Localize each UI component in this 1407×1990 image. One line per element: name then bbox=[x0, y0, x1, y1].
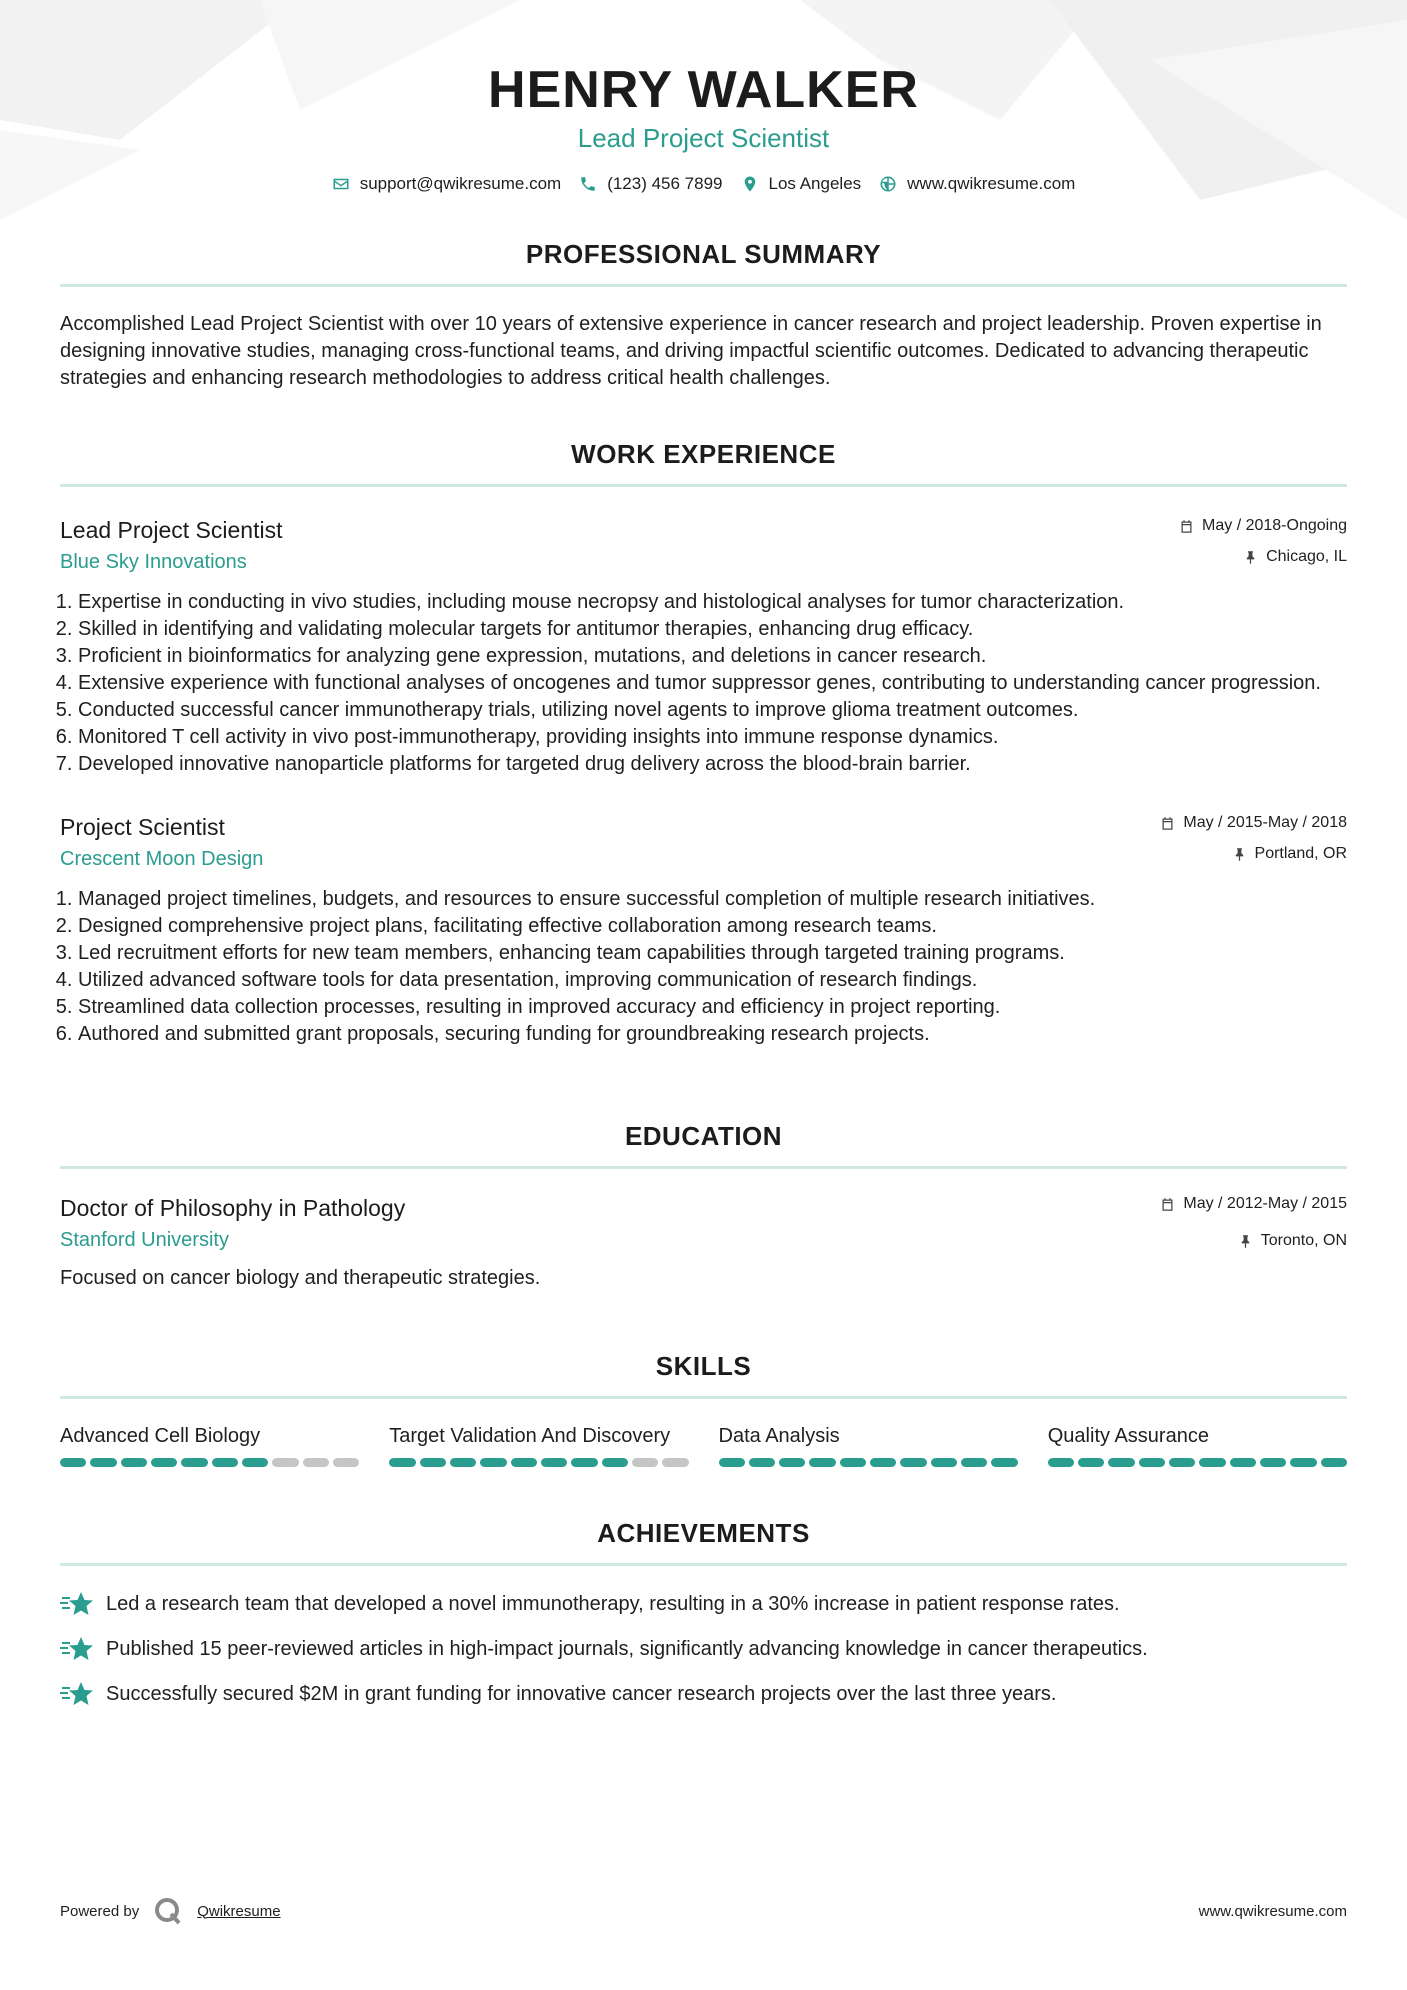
skill-dot-filled bbox=[420, 1458, 446, 1467]
list-item: 1. Managed project timelines, budgets, and resources to ensure successful completion of multiple research initiatives. bbox=[78, 886, 1347, 913]
skill-dot-filled bbox=[1139, 1458, 1165, 1467]
skill-item bbox=[389, 1423, 688, 1467]
section-divider bbox=[60, 484, 1347, 487]
list-item: 6. Monitored T cell activity in vivo post-immunotherapy, providing insights into immune response dynamics. bbox=[78, 724, 1347, 751]
skill-rating bbox=[1048, 1458, 1347, 1467]
job-title: Lead Project Scientist bbox=[60, 517, 283, 543]
section-divider bbox=[60, 1166, 1347, 1169]
skill-dot-empty bbox=[272, 1458, 298, 1467]
skill-dot-filled bbox=[1108, 1458, 1134, 1467]
qwikresume-logo-icon bbox=[153, 1896, 183, 1926]
skill-dot-filled bbox=[571, 1458, 597, 1467]
skills-grid bbox=[60, 1423, 1347, 1467]
skill-dot-filled bbox=[991, 1458, 1017, 1467]
summary-section bbox=[60, 238, 1347, 392]
list-item bbox=[60, 1590, 1347, 1618]
footer-website-link[interactable]: www.qwikresume.com bbox=[1198, 1902, 1347, 1920]
map-pin-icon bbox=[741, 175, 759, 193]
phone-text: (123) 456 7899 bbox=[607, 174, 723, 193]
pushpin-icon bbox=[1232, 847, 1247, 862]
list-item: 2. Designed comprehensive project plans, facilitating effective collaboration among research teams. bbox=[78, 913, 1347, 940]
list-item: 5. Conducted successful cancer immunotherapy trials, utilizing novel agents to improve glioma treatment outcomes. bbox=[78, 697, 1347, 724]
list-item bbox=[60, 1635, 1347, 1663]
list-item: 1. Expertise in conducting in vivo studies, including mouse necropsy and histological analyses for tumor characterization. bbox=[78, 589, 1347, 616]
skill-rating bbox=[389, 1458, 688, 1467]
email-text: support@qwikresume.com bbox=[359, 174, 562, 193]
skill-dot-filled bbox=[1048, 1458, 1074, 1467]
list-item: 5. Streamlined data collection processes, resulting in improved accuracy and efficiency in project reporting. bbox=[78, 994, 1347, 1021]
achievement-text: Successfully secured $2M in grant funding for innovative cancer research projects over the last three years. bbox=[106, 1682, 1057, 1705]
contact-phone[interactable] bbox=[579, 174, 722, 194]
globe-icon bbox=[879, 175, 897, 193]
skill-name: Advanced Cell Biology bbox=[60, 1425, 261, 1447]
section-divider bbox=[60, 1396, 1347, 1399]
location-text: Los Angeles bbox=[768, 174, 862, 193]
skill-dot-empty bbox=[632, 1458, 658, 1467]
calendar-icon bbox=[1160, 1197, 1175, 1212]
skill-dot-filled bbox=[1078, 1458, 1104, 1467]
website-text: www.qwikresume.com bbox=[907, 174, 1076, 193]
section-title: ACHIEVEMENTS bbox=[597, 1518, 810, 1548]
job-bullets bbox=[60, 589, 1347, 778]
star-icon bbox=[60, 1635, 94, 1663]
skill-dot-filled bbox=[90, 1458, 116, 1467]
skill-dot-empty bbox=[303, 1458, 329, 1467]
skill-dot-filled bbox=[779, 1458, 805, 1467]
list-item: 4. Extensive experience with functional analyses of oncogenes and tumor suppressor genes, contributing to understanding cancer progression. bbox=[78, 670, 1347, 697]
pushpin-icon bbox=[1238, 1234, 1253, 1249]
education-location: Toronto, ON bbox=[1260, 1232, 1347, 1249]
skill-dot-filled bbox=[749, 1458, 775, 1467]
skill-dot-filled bbox=[870, 1458, 896, 1467]
brand-link[interactable]: Qwikresume bbox=[197, 1902, 281, 1920]
achievement-text: Led a research team that developed a novel immunotherapy, resulting in a 30% increase in patient response rates. bbox=[106, 1592, 1120, 1615]
job-title: Project Scientist bbox=[60, 814, 225, 840]
skill-item bbox=[719, 1423, 1018, 1467]
section-title: PROFESSIONAL SUMMARY bbox=[525, 239, 882, 269]
star-icon bbox=[60, 1590, 94, 1618]
list-item bbox=[60, 1680, 1347, 1708]
contact-email[interactable] bbox=[332, 174, 562, 194]
candidate-role: Lead Project Scientist bbox=[577, 123, 830, 153]
list-item: 6. Authored and submitted grant proposals, securing funding for groundbreaking research projects. bbox=[78, 1021, 1347, 1048]
skill-dot-filled bbox=[719, 1458, 745, 1467]
achievements-section bbox=[60, 1517, 1347, 1708]
pushpin-icon bbox=[1243, 550, 1258, 565]
skill-dot-filled bbox=[511, 1458, 537, 1467]
skill-dot-filled bbox=[541, 1458, 567, 1467]
skill-dot-filled bbox=[480, 1458, 506, 1467]
skill-dot-filled bbox=[1260, 1458, 1286, 1467]
list-item: 3. Proficient in bioinformatics for analyzing gene expression, mutations, and deletions in cancer research. bbox=[78, 643, 1347, 670]
page-footer bbox=[60, 1896, 1347, 1926]
job-entry bbox=[60, 812, 1347, 1048]
skill-dot-filled bbox=[181, 1458, 207, 1467]
job-date: May / 2015-May / 2018 bbox=[1183, 814, 1347, 831]
section-divider bbox=[60, 1563, 1347, 1566]
list-item: 3. Led recruitment efforts for new team members, enhancing team capabilities through targeted training programs. bbox=[78, 940, 1347, 967]
skill-dot-filled bbox=[1290, 1458, 1316, 1467]
education-entry bbox=[60, 1193, 1347, 1292]
powered-by-label: Powered by bbox=[60, 1902, 140, 1920]
education-date: May / 2012-May / 2015 bbox=[1183, 1195, 1347, 1212]
skills-section bbox=[60, 1350, 1347, 1467]
education-section bbox=[60, 1120, 1347, 1292]
job-location: Portland, OR bbox=[1254, 845, 1347, 862]
list-item: 2. Skilled in identifying and validating molecular targets for antitumor therapies, enhancing drug efficacy. bbox=[78, 616, 1347, 643]
skill-dot-empty bbox=[333, 1458, 359, 1467]
skill-item bbox=[60, 1423, 359, 1467]
skill-dot-filled bbox=[1199, 1458, 1225, 1467]
skill-dot-filled bbox=[602, 1458, 628, 1467]
skill-dot-filled bbox=[242, 1458, 268, 1467]
section-title: SKILLS bbox=[655, 1351, 752, 1381]
job-bullets bbox=[60, 886, 1347, 1048]
skill-name: Target Validation And Discovery bbox=[389, 1425, 671, 1447]
candidate-name: HENRY WALKER bbox=[488, 61, 919, 119]
contact-website[interactable] bbox=[879, 174, 1075, 194]
list-item: 4. Utilized advanced software tools for data presentation, improving communication of research findings. bbox=[78, 967, 1347, 994]
powered-by bbox=[60, 1896, 281, 1926]
skill-dot-filled bbox=[1169, 1458, 1195, 1467]
education-description: Focused on cancer biology and therapeutic strategies. bbox=[60, 1267, 541, 1289]
envelope-icon bbox=[332, 175, 350, 193]
calendar-icon bbox=[1179, 519, 1194, 534]
skill-dot-filled bbox=[450, 1458, 476, 1467]
achievements-list bbox=[60, 1590, 1347, 1708]
section-divider bbox=[60, 284, 1347, 287]
skill-dot-filled bbox=[1321, 1458, 1347, 1467]
skill-name: Quality Assurance bbox=[1047, 1425, 1209, 1447]
degree-title: Doctor of Philosophy in Pathology bbox=[60, 1195, 406, 1221]
skill-dot-filled bbox=[840, 1458, 866, 1467]
job-company: Crescent Moon Design bbox=[60, 848, 264, 870]
section-title: EDUCATION bbox=[624, 1121, 783, 1151]
skill-dot-filled bbox=[389, 1458, 415, 1467]
resume-header bbox=[60, 0, 1347, 194]
contact-location bbox=[741, 174, 862, 194]
star-icon bbox=[60, 1680, 94, 1708]
skill-dot-filled bbox=[151, 1458, 177, 1467]
job-date: May / 2018-Ongoing bbox=[1202, 517, 1347, 534]
school-name: Stanford University bbox=[60, 1229, 229, 1251]
list-item: 7. Developed innovative nanoparticle platforms for targeted drug delivery across the blood-brain barrier. bbox=[78, 751, 1347, 778]
job-location: Chicago, IL bbox=[1266, 548, 1347, 565]
section-title: WORK EXPERIENCE bbox=[571, 439, 836, 469]
achievement-text: Published 15 peer-reviewed articles in high-impact journals, significantly advancing knowledge in cancer therapeutics. bbox=[106, 1637, 1148, 1660]
calendar-icon bbox=[1160, 816, 1175, 831]
experience-section bbox=[60, 438, 1347, 1048]
phone-icon bbox=[579, 175, 597, 193]
skill-dot-filled bbox=[60, 1458, 86, 1467]
skill-rating bbox=[60, 1458, 359, 1467]
skill-dot-filled bbox=[212, 1458, 238, 1467]
skill-name: Data Analysis bbox=[718, 1425, 840, 1447]
skill-dot-filled bbox=[1230, 1458, 1256, 1467]
job-company: Blue Sky Innovations bbox=[60, 551, 247, 573]
skill-dot-filled bbox=[121, 1458, 147, 1467]
skill-dot-filled bbox=[961, 1458, 987, 1467]
skill-dot-empty bbox=[662, 1458, 688, 1467]
skill-dot-filled bbox=[809, 1458, 835, 1467]
summary-text: Accomplished Lead Project Scientist with over 10 years of extensive experience in cancer research and project leadership. Proven expertise in designing innovative studies, managing cross-functional teams, and driving impactful scientific outcomes. Dedicated to advancing therapeutic strategies and enhancing research methodologies to address critical health challenges. bbox=[60, 313, 1322, 389]
skill-dot-filled bbox=[900, 1458, 926, 1467]
contact-bar bbox=[60, 174, 1347, 194]
job-entry bbox=[60, 515, 1347, 778]
skill-item bbox=[1048, 1423, 1347, 1467]
skill-rating bbox=[719, 1458, 1018, 1467]
skill-dot-filled bbox=[931, 1458, 957, 1467]
